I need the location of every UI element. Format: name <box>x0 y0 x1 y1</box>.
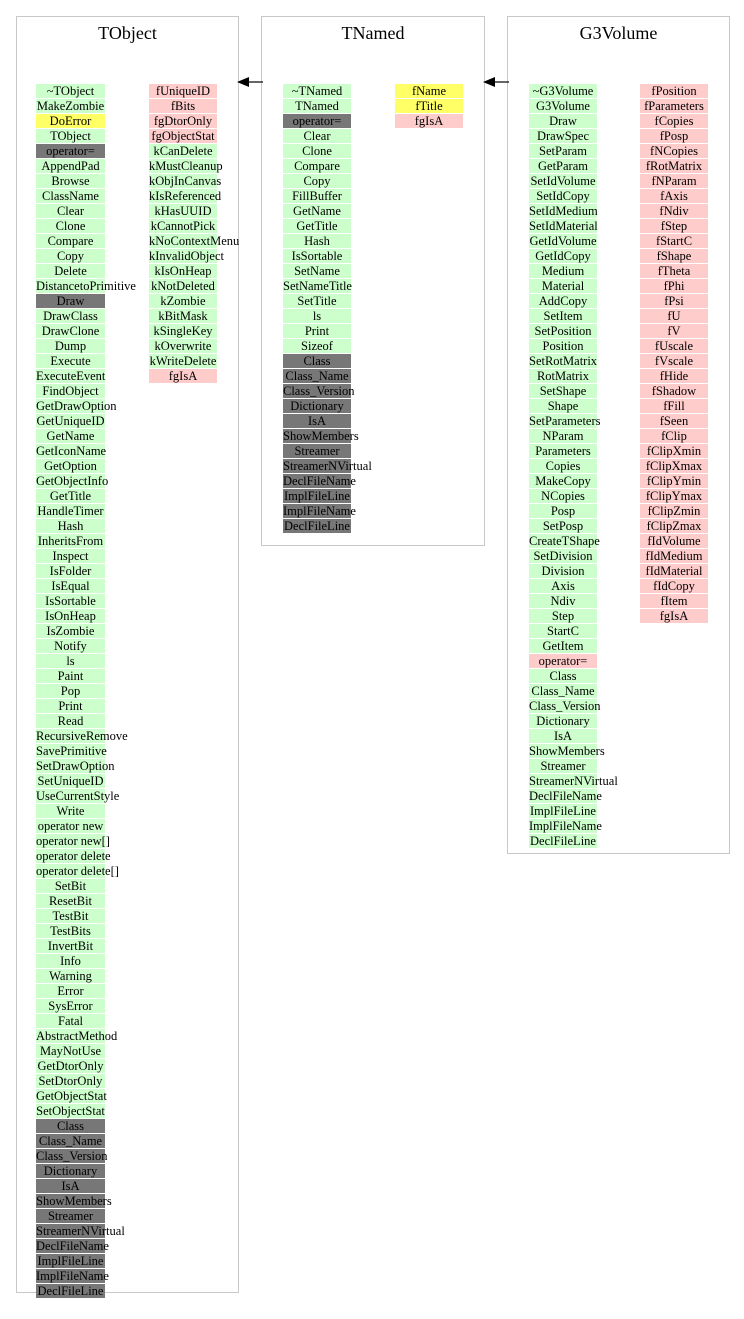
member-kcannotpick: kCannotPick <box>150 219 216 233</box>
method-isonheap: IsOnHeap <box>36 609 105 624</box>
method-getuniqueid: GetUniqueID <box>36 414 105 428</box>
method-setname: SetName <box>283 264 351 279</box>
member-kisreferenced: kIsReferenced <box>149 189 222 203</box>
method-maynotuse: MayNotUse <box>36 1044 105 1059</box>
method-draw: Draw <box>529 114 597 129</box>
method-print: Print <box>283 324 351 339</box>
member-fclipymax: fClipYmax <box>640 489 708 504</box>
method-dictionary: Dictionary <box>529 714 597 729</box>
method-setdtoronly: SetDtorOnly <box>36 1074 105 1089</box>
method-gettitle: GetTitle <box>36 489 105 504</box>
method-createtshape: CreateTShape <box>529 534 600 548</box>
class-title: TObject <box>98 23 157 43</box>
method-setparameters: SetParameters <box>529 414 601 428</box>
method-setidmedium: SetIdMedium <box>529 204 598 218</box>
method-dictionary: Dictionary <box>36 1164 105 1179</box>
method-tobject: TObject <box>36 129 105 144</box>
method-makecopy: MakeCopy <box>529 474 597 489</box>
member-fnparam: fNParam <box>640 174 708 189</box>
method-warning: Warning <box>36 969 105 984</box>
method-settitle: SetTitle <box>283 294 351 309</box>
method-getidvolume: GetIdVolume <box>529 234 597 248</box>
method-fatal: Fatal <box>36 1014 105 1029</box>
member-kisonheap: kIsOnHeap <box>149 264 217 279</box>
method-setposition: SetPosition <box>529 324 597 339</box>
method-handletimer: HandleTimer <box>37 504 104 518</box>
method-declfilename: DeclFileName <box>529 789 602 803</box>
method-streamernvirtual: StreamerNVirtual <box>529 774 618 788</box>
method-copies: Copies <box>529 459 597 474</box>
method-operator-delete: operator delete[] <box>36 864 119 878</box>
method-declfilename: DeclFileName <box>36 1239 109 1253</box>
method-getidcopy: GetIdCopy <box>529 249 597 264</box>
member-fshape: fShape <box>640 249 708 264</box>
method-operator: operator= <box>529 654 597 669</box>
method-showmembers: ShowMembers <box>36 1194 112 1208</box>
member-fphi: fPhi <box>640 279 708 294</box>
method-copy: Copy <box>283 174 351 189</box>
method-tnamed: ~TNamed <box>283 84 351 99</box>
method-axis: Axis <box>529 579 597 594</box>
member-list <box>640 84 708 624</box>
member-fgobjectstat: fgObjectStat <box>149 129 217 144</box>
method-medium: Medium <box>529 264 597 279</box>
member-fvscale: fVscale <box>640 354 708 369</box>
method-browse: Browse <box>36 174 105 189</box>
member-fgisa: fgIsA <box>395 114 463 129</box>
member-fshadow: fShadow <box>640 384 708 399</box>
method-streamernvirtual: StreamerNVirtual <box>36 1224 125 1238</box>
method-saveprimitive: SavePrimitive <box>36 744 107 758</box>
method-startc: StartC <box>529 624 597 639</box>
method-info: Info <box>36 954 105 969</box>
method-setrotmatrix: SetRotMatrix <box>529 354 598 368</box>
method-implfileline: ImplFileLine <box>284 489 350 503</box>
method-nparam: NParam <box>529 429 597 444</box>
method-setparam: SetParam <box>529 144 597 159</box>
method-isa: IsA <box>529 729 597 744</box>
method-setidmaterial: SetIdMaterial <box>529 219 598 233</box>
method-declfileline: DeclFileLine <box>284 519 350 533</box>
method-getname: GetName <box>283 204 351 219</box>
method-distancetoprimitive: DistancetoPrimitive <box>36 279 136 293</box>
member-fclipymin: fClipYmin <box>640 474 708 489</box>
method-step: Step <box>529 609 597 624</box>
member-ffill: fFill <box>640 399 708 414</box>
method-streamer: Streamer <box>529 759 597 774</box>
member-fclipzmax: fClipZmax <box>640 519 708 534</box>
method-copy: Copy <box>36 249 105 264</box>
method-material: Material <box>529 279 597 294</box>
method-list <box>529 84 618 849</box>
method-declfilename: DeclFileName <box>283 474 356 488</box>
inheritance-arrow-tnamed-to-tobject <box>236 74 264 90</box>
member-fclipzmin: fClipZmin <box>640 504 708 519</box>
method-inheritsfrom: InheritsFrom <box>37 534 104 548</box>
method-operator: operator= <box>36 144 105 159</box>
method-ncopies: NCopies <box>529 489 597 504</box>
member-fncopies: fNCopies <box>640 144 708 159</box>
method-notify: Notify <box>36 639 105 654</box>
method-findobject: FindObject <box>36 384 105 399</box>
method-pop: Pop <box>36 684 105 699</box>
method-declfileline: DeclFileLine <box>37 1284 104 1298</box>
method-shape: Shape <box>529 399 597 414</box>
method-getdrawoption: GetDrawOption <box>36 399 117 413</box>
member-fclip: fClip <box>640 429 708 444</box>
member-fgisa: fgIsA <box>149 369 217 384</box>
method-addcopy: AddCopy <box>529 294 597 309</box>
method-issortable: IsSortable <box>36 594 105 609</box>
method-syserror: SysError <box>36 999 105 1014</box>
method-setbit: SetBit <box>36 879 105 894</box>
member-fu: fU <box>640 309 708 324</box>
method-ndiv: Ndiv <box>529 594 597 609</box>
member-ftitle: fTitle <box>395 99 463 114</box>
method-getobjectinfo: GetObjectInfo <box>36 474 109 488</box>
member-knocontextmenu: kNoContextMenu <box>149 234 240 248</box>
method-draw: Draw <box>36 294 105 309</box>
method-getitem: GetItem <box>529 639 597 654</box>
method-read: Read <box>36 714 105 729</box>
method-operator: operator= <box>283 114 351 129</box>
method-setitem: SetItem <box>529 309 597 324</box>
method-operator-new: operator new <box>37 819 104 833</box>
method-dump: Dump <box>36 339 105 354</box>
member-fclipxmin: fClipXmin <box>640 444 708 459</box>
member-fhide: fHide <box>640 369 708 384</box>
member-fv: fV <box>640 324 708 339</box>
method-class-name: Class_Name <box>283 369 351 384</box>
method-class-name: Class_Name <box>529 684 597 699</box>
method-setdrawoption: SetDrawOption <box>36 759 115 773</box>
member-kwritedelete: kWriteDelete <box>149 354 217 368</box>
method-geticonname: GetIconName <box>36 444 107 458</box>
member-knotdeleted: kNotDeleted <box>149 279 217 294</box>
member-fbits: fBits <box>149 99 217 114</box>
method-getoption: GetOption <box>36 459 105 474</box>
method-paint: Paint <box>36 669 105 684</box>
method-division: Division <box>529 564 597 579</box>
method-tnamed: TNamed <box>283 99 351 114</box>
method-implfilename: ImplFileName <box>36 1269 109 1283</box>
method-getdtoronly: GetDtorOnly <box>37 1059 104 1073</box>
method-recursiveremove: RecursiveRemove <box>36 729 128 743</box>
method-setshape: SetShape <box>529 384 597 399</box>
method-setidvolume: SetIdVolume <box>530 174 596 188</box>
method-list <box>36 84 136 1299</box>
member-fidmedium: fIdMedium <box>640 549 708 564</box>
method-testbits: TestBits <box>36 924 105 939</box>
method-print: Print <box>36 699 105 714</box>
method-operator-delete: operator delete <box>36 849 111 863</box>
method-compare: Compare <box>36 234 105 249</box>
member-fndiv: fNdiv <box>640 204 708 219</box>
member-kzombie: kZombie <box>149 294 217 309</box>
method-ls: ls <box>283 309 351 324</box>
method-inspect: Inspect <box>36 549 105 564</box>
method-gettitle: GetTitle <box>283 219 351 234</box>
member-kobjincanvas: kObjInCanvas <box>149 174 222 188</box>
method-testbit: TestBit <box>36 909 105 924</box>
method-invertbit: InvertBit <box>36 939 105 954</box>
method-clone: Clone <box>283 144 351 159</box>
method-g3volume: G3Volume <box>529 99 597 114</box>
member-faxis: fAxis <box>640 189 708 204</box>
method-isa: IsA <box>36 1179 105 1194</box>
method-setposp: SetPosp <box>529 519 597 534</box>
method-class: Class <box>529 669 597 684</box>
method-executeevent: ExecuteEvent <box>36 369 106 383</box>
method-iszombie: IsZombie <box>36 624 105 639</box>
method-setidcopy: SetIdCopy <box>529 189 597 204</box>
method-ls: ls <box>36 654 105 669</box>
inheritance-arrow-g3volume-to-tnamed <box>482 74 510 90</box>
method-setnametitle: SetNameTitle <box>283 279 352 293</box>
member-fclipxmax: fClipXmax <box>640 459 708 474</box>
method-drawclone: DrawClone <box>36 324 105 339</box>
member-koverwrite: kOverwrite <box>149 339 217 354</box>
method-setuniqueid: SetUniqueID <box>37 774 104 788</box>
method-operator-new: operator new[] <box>36 834 110 848</box>
method-makezombie: MakeZombie <box>36 99 105 113</box>
member-fgdtoronly: fgDtorOnly <box>149 114 217 129</box>
method-write: Write <box>36 804 105 819</box>
member-fidvolume: fIdVolume <box>640 534 708 549</box>
method-isequal: IsEqual <box>36 579 105 594</box>
member-fcopies: fCopies <box>640 114 708 129</box>
method-getobjectstat: GetObjectStat <box>36 1089 107 1103</box>
method-posp: Posp <box>529 504 597 519</box>
method-g3volume: ~G3Volume <box>529 84 597 99</box>
method-parameters: Parameters <box>529 444 597 459</box>
method-clear: Clear <box>36 204 105 219</box>
method-isfolder: IsFolder <box>36 564 105 579</box>
class-title: G3Volume <box>579 23 658 43</box>
method-implfilename: ImplFileName <box>283 504 356 518</box>
method-rotmatrix: RotMatrix <box>529 369 597 384</box>
member-kinvalidobject: kInvalidObject <box>149 249 224 263</box>
method-implfilename: ImplFileName <box>529 819 602 833</box>
member-fidmaterial: fIdMaterial <box>640 564 708 579</box>
member-fidcopy: fIdCopy <box>640 579 708 594</box>
member-fitem: fItem <box>640 594 708 609</box>
method-classname: ClassName <box>36 189 105 204</box>
method-class: Class <box>283 354 351 369</box>
method-class-version: Class_Version <box>36 1149 108 1163</box>
method-fillbuffer: FillBuffer <box>283 189 351 204</box>
method-appendpad: AppendPad <box>36 159 105 174</box>
method-hash: Hash <box>36 519 105 534</box>
method-class-version: Class_Version <box>529 699 601 713</box>
method-doerror: DoError <box>36 114 105 129</box>
method-hash: Hash <box>283 234 351 249</box>
member-list <box>149 84 240 384</box>
method-setdivision: SetDivision <box>529 549 597 564</box>
method-clear: Clear <box>283 129 351 144</box>
member-fstep: fStep <box>640 219 708 234</box>
member-list <box>395 84 463 129</box>
class-title: TNamed <box>341 23 405 43</box>
method-declfileline: DeclFileLine <box>530 834 596 848</box>
method-implfileline: ImplFileLine <box>530 804 596 818</box>
method-position: Position <box>529 339 597 354</box>
member-fseen: fSeen <box>640 414 708 429</box>
method-list <box>283 84 372 534</box>
method-tobject: ~TObject <box>36 84 105 99</box>
method-execute: Execute <box>36 354 105 369</box>
member-fparameters: fParameters <box>640 99 708 114</box>
method-implfileline: ImplFileLine <box>37 1254 104 1268</box>
method-sizeof: Sizeof <box>283 339 351 354</box>
member-frotmatrix: fRotMatrix <box>640 159 708 174</box>
method-dictionary: Dictionary <box>283 399 351 414</box>
member-fposp: fPosp <box>640 129 708 144</box>
method-issortable: IsSortable <box>283 249 351 264</box>
member-fstartc: fStartC <box>640 234 708 249</box>
method-error: Error <box>36 984 105 999</box>
method-streamernvirtual: StreamerNVirtual <box>283 459 372 473</box>
member-kbitmask: kBitMask <box>149 309 217 324</box>
method-drawclass: DrawClass <box>36 309 105 324</box>
method-delete: Delete <box>36 264 105 279</box>
method-showmembers: ShowMembers <box>529 744 605 758</box>
method-showmembers: ShowMembers <box>283 429 359 443</box>
member-fgisa: fgIsA <box>640 609 708 624</box>
method-abstractmethod: AbstractMethod <box>36 1029 118 1043</box>
member-fposition: fPosition <box>640 84 708 99</box>
member-fpsi: fPsi <box>640 294 708 309</box>
member-khasuuid: kHasUUID <box>149 204 217 219</box>
member-fname: fName <box>395 84 463 99</box>
method-getparam: GetParam <box>529 159 597 174</box>
method-streamer: Streamer <box>36 1209 105 1224</box>
member-kcandelete: kCanDelete <box>149 144 217 159</box>
method-streamer: Streamer <box>283 444 351 459</box>
method-class-name: Class_Name <box>36 1134 105 1149</box>
method-resetbit: ResetBit <box>36 894 105 909</box>
member-ftheta: fTheta <box>640 264 708 279</box>
member-fuscale: fUscale <box>640 339 708 354</box>
method-clone: Clone <box>36 219 105 234</box>
method-isa: IsA <box>283 414 351 429</box>
method-setobjectstat: SetObjectStat <box>36 1104 105 1118</box>
method-compare: Compare <box>283 159 351 174</box>
member-kmustcleanup: kMustCleanup <box>149 159 223 173</box>
method-getname: GetName <box>36 429 105 444</box>
method-drawspec: DrawSpec <box>529 129 597 144</box>
member-funiqueid: fUniqueID <box>149 84 217 99</box>
method-class-version: Class_Version <box>283 384 355 398</box>
method-usecurrentstyle: UseCurrentStyle <box>36 789 120 803</box>
member-ksinglekey: kSingleKey <box>149 324 217 339</box>
method-class: Class <box>36 1119 105 1134</box>
